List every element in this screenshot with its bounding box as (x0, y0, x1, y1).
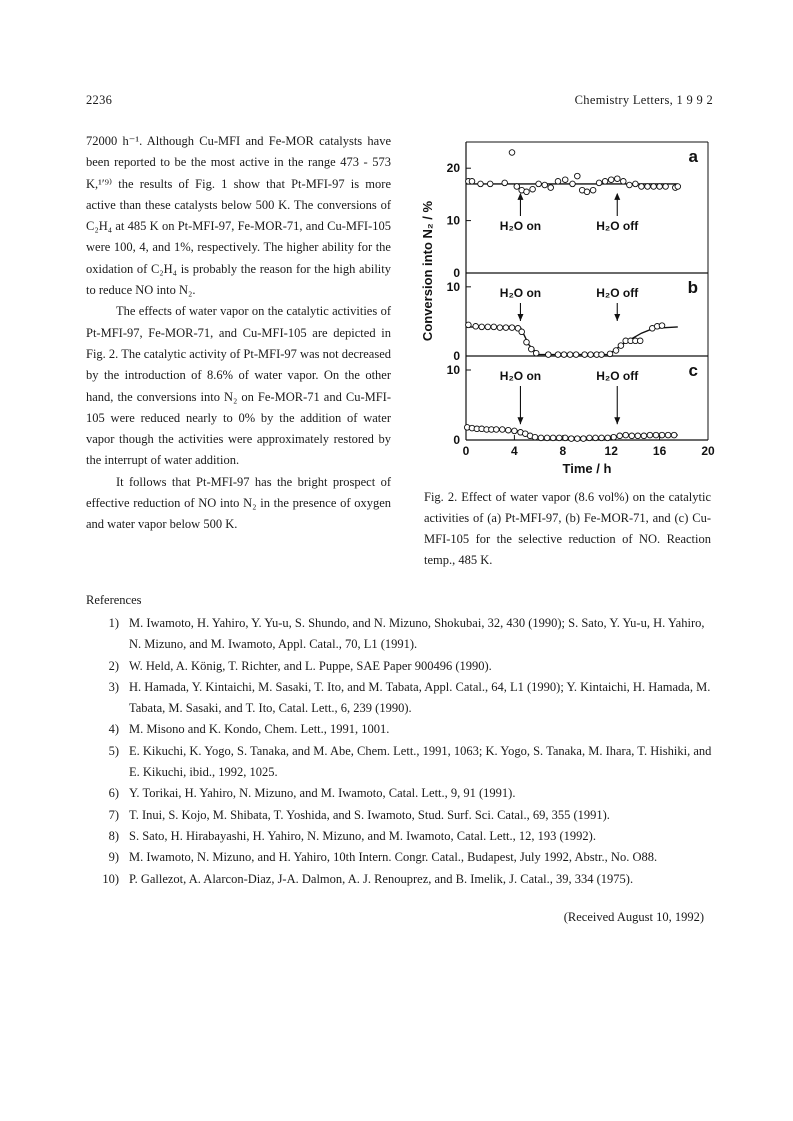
data-point (570, 181, 576, 187)
data-point (608, 177, 614, 183)
data-point (550, 435, 556, 441)
data-point (665, 432, 671, 438)
reference-text: W. Held, A. König, T. Richter, and L. Puppe, SAE Paper 900496 (1990). (129, 658, 492, 673)
received-date: (Received August 10, 1992) (563, 910, 704, 924)
data-point (556, 435, 562, 441)
data-point (519, 329, 525, 335)
data-point (502, 180, 508, 186)
y-axis-label: Conversion into N₂ / % (420, 200, 435, 342)
panel-label: a (688, 147, 698, 166)
x-tick-label: 0 (462, 444, 470, 458)
data-point (627, 182, 633, 188)
paragraph-3: It follows that Pt-MFI-97 has the bright prospect of effective reduction of NO into N₂ in the presence of oxygen and water vapor below 500 K. (86, 474, 391, 532)
data-point (479, 324, 485, 330)
y-tick-label: 10 (446, 279, 460, 294)
figure-caption: Fig. 2. Effect of water vapor (8.6 vol%) on the catalytic activities of (a) Pt-MFI-97, (b) Fe-MOR-71, and (c) Cu-MFI-105 for the selective reduction of NO. Reaction temp., 485 K. (424, 490, 711, 567)
reference-text: S. Sato, H. Hirabayashi, H. Yahiro, N. Mizuno, and M. Iwamoto, Catal. Lett., 12, 193 (1992). (129, 828, 596, 843)
annotation-label: H₂O off (596, 286, 639, 300)
data-point (617, 433, 623, 439)
page-number: 2236 (86, 93, 113, 107)
data-point (587, 435, 593, 441)
data-point (503, 325, 509, 331)
data-point (473, 324, 479, 330)
annotation-arrowhead (614, 417, 620, 424)
data-point (615, 176, 621, 182)
data-point (546, 352, 552, 358)
data-point (623, 432, 629, 438)
reference-item (86, 613, 716, 656)
data-point (497, 325, 503, 331)
data-point (562, 177, 568, 183)
y-tick-label: 0 (453, 266, 460, 280)
data-point (657, 184, 663, 190)
data-point (637, 338, 643, 344)
references-title: References (86, 593, 142, 607)
reference-item (86, 719, 716, 740)
data-point (593, 435, 599, 441)
data-point (494, 427, 500, 433)
reference-item (86, 869, 716, 890)
data-point (538, 435, 544, 441)
data-point (599, 352, 605, 358)
figure-2 (408, 128, 718, 478)
data-point (584, 189, 590, 195)
reference-number: 10) (102, 871, 119, 886)
data-point (478, 181, 484, 187)
data-point (588, 352, 594, 358)
annotation-label: H₂O off (596, 369, 639, 383)
data-point (555, 352, 561, 358)
paragraph-1: 72000 h⁻¹. Although Cu-MFI and Fe-MOR catalysts have been reported to be the most active in the range 473 - 573 K,¹ʹ⁹⁾ the results of Fig. 1 show that Pt-MFI-97 is more active than these catalysts below 500 K. The conversions of C₂H₄ at 485 K on Pt-MFI-97, Fe-MOR-71, and Cu-MFI-105 were 100, 4, and 1%, respectively. The higher ability for the oxidation of C₂H₄ is probably the reason for the high ability to reduce NO into N₂. (86, 134, 391, 298)
data-point (491, 324, 497, 330)
panel-label: b (687, 278, 698, 297)
data-point (466, 322, 472, 328)
data-point (599, 435, 605, 441)
y-tick-label: 0 (453, 433, 460, 447)
data-point (567, 352, 573, 358)
paragraph-2: The effects of water vapor on the catalytic activities of Pt-MFI-97, Fe-MOR-71, and Cu-MFI-105 are depicted in Fig. 2. The catalytic activity of Pt-MFI-97 was not decreased by the introduction of 8.6% of water vapor. On the other hand, the conversions into N₂ on Fe-MOR-71 and Cu-MFI-105 were reduced nearly to 0% by the addition of water vapor though the activities were approximately restored by the interrupt of water addition. (86, 304, 391, 468)
data-point (533, 350, 539, 356)
data-point (629, 433, 635, 439)
data-point (561, 352, 567, 358)
data-point (529, 346, 535, 352)
data-point (639, 184, 645, 190)
fit-line (466, 327, 678, 355)
data-point (524, 189, 530, 195)
data-point (605, 435, 611, 441)
data-point (645, 184, 651, 190)
reference-text: M. Misono and K. Kondo, Chem. Lett., 1991, 1001. (129, 722, 390, 737)
reference-text: P. Gallezot, A. Alarcon-Diaz, J-A. Dalmon, A. J. Renouprez, and B. Imelik, J. Catal., 39, 334 (1975). (129, 871, 634, 886)
reference-item (86, 805, 716, 826)
y-tick-label: 10 (446, 213, 460, 228)
references-list (86, 613, 716, 890)
x-axis-label: Time / h (562, 461, 612, 476)
y-tick-label: 20 (446, 161, 460, 176)
annotation-label: H₂O off (596, 219, 639, 233)
journal-header: Chemistry Letters, 1 9 9 2 (574, 93, 713, 107)
data-point (544, 435, 550, 441)
data-point (613, 348, 619, 354)
data-point (581, 436, 587, 442)
data-point (641, 433, 647, 439)
data-point (633, 181, 639, 187)
data-point (607, 351, 613, 357)
panel-label: c (688, 361, 698, 380)
reference-number: 3) (108, 679, 119, 694)
x-tick-label: 20 (701, 444, 715, 458)
data-point (659, 323, 665, 329)
reference-number: 1) (108, 616, 119, 630)
data-point (582, 352, 588, 358)
reference-item (86, 656, 716, 677)
reference-item (86, 677, 716, 720)
data-point (569, 436, 575, 442)
data-point (651, 184, 657, 190)
data-point (575, 173, 581, 179)
reference-number: 4) (108, 722, 119, 737)
y-tick-label: 10 (446, 363, 460, 377)
data-point (509, 150, 515, 156)
x-tick-label: 12 (604, 444, 618, 458)
data-point (653, 432, 659, 438)
data-point (530, 186, 536, 192)
reference-number: 5) (108, 743, 119, 758)
data-point (618, 343, 624, 349)
annotation-arrowhead (614, 314, 620, 321)
reference-text: M. Iwamoto, H. Yahiro, Y. Yu-u, S. Shundo, and N. Mizuno, Shokubai, 32, 430 (1990); S. Sato, Y. Yu-u, H. Yahiro, N. Mizuno, and M. Iwamoto, Appl. Catal., 70, L1 (1991). (129, 616, 705, 652)
data-point (512, 428, 518, 434)
data-point (596, 180, 602, 186)
annotation-label: H₂O on (499, 219, 542, 233)
data-point (647, 432, 653, 438)
data-point (509, 325, 515, 331)
data-point (536, 181, 542, 187)
annotation-arrowhead (517, 417, 523, 424)
reference-text: H. Hamada, Y. Kintaichi, M. Sasaki, T. Ito, and M. Tabata, Appl. Catal., 64, L1 (1990); Y. Kintaichi, H. Hamada, M. Tabata, M. Sasaki, and T. Ito, Catal. Lett., 6, 239 (1990). (129, 679, 711, 716)
data-point (555, 179, 561, 185)
data-point (671, 432, 677, 438)
data-point (675, 184, 681, 190)
data-point (532, 434, 538, 440)
data-point (485, 324, 491, 330)
reference-number: 9) (108, 850, 119, 865)
data-point (524, 339, 530, 345)
reference-text: Y. Torikai, H. Yahiro, N. Mizuno, and M. Iwamoto, Catal. Lett., 9, 91 (1991). (129, 786, 516, 801)
data-point (621, 179, 627, 185)
conversion-chart (408, 128, 718, 478)
reference-item (86, 847, 716, 868)
data-point (548, 185, 554, 191)
data-point (500, 427, 506, 433)
y-tick-label: 0 (453, 349, 460, 363)
reference-item (86, 741, 716, 784)
data-point (602, 179, 608, 185)
data-point (542, 182, 548, 188)
x-tick-label: 4 (511, 444, 518, 458)
data-point (663, 184, 669, 190)
reference-number: 6) (108, 786, 119, 801)
data-point (590, 187, 596, 193)
data-point (469, 179, 475, 185)
reference-text: M. Iwamoto, N. Mizuno, and H. Yahiro, 10th Intern. Congr. Catal., Budapest, July 1992, Abstr., No. O88. (129, 850, 658, 865)
x-tick-label: 8 (559, 444, 567, 458)
body-text (86, 131, 391, 536)
data-point (575, 436, 581, 442)
reference-text: E. Kikuchi, K. Yogo, S. Tanaka, and M. Abe, Chem. Lett., 1991, 1063; K. Yogo, S. Tanaka, M. Ihara, T. Hishiki, and E. Kikuchi, ibid., 1992, 1025. (129, 743, 712, 780)
annotation-arrowhead (517, 314, 523, 321)
data-point (506, 427, 512, 433)
data-point (635, 433, 641, 439)
reference-item (86, 826, 716, 847)
reference-text: T. Inui, S. Kojo, M. Shibata, T. Yoshida, and S. Iwamoto, Stud. Surf. Sci. Catal., 69, 355 (1991). (129, 807, 610, 822)
annotation-arrowhead (517, 193, 523, 200)
data-point (487, 181, 493, 187)
annotation-label: H₂O on (499, 369, 542, 383)
data-point (573, 352, 579, 358)
annotation-label: H₂O on (499, 286, 542, 300)
reference-item (86, 783, 716, 804)
annotation-arrowhead (614, 193, 620, 200)
x-tick-label: 16 (652, 444, 667, 458)
data-point (514, 184, 520, 190)
reference-number: 7) (108, 807, 119, 822)
reference-number: 8) (108, 828, 119, 843)
reference-number: 2) (108, 658, 119, 673)
